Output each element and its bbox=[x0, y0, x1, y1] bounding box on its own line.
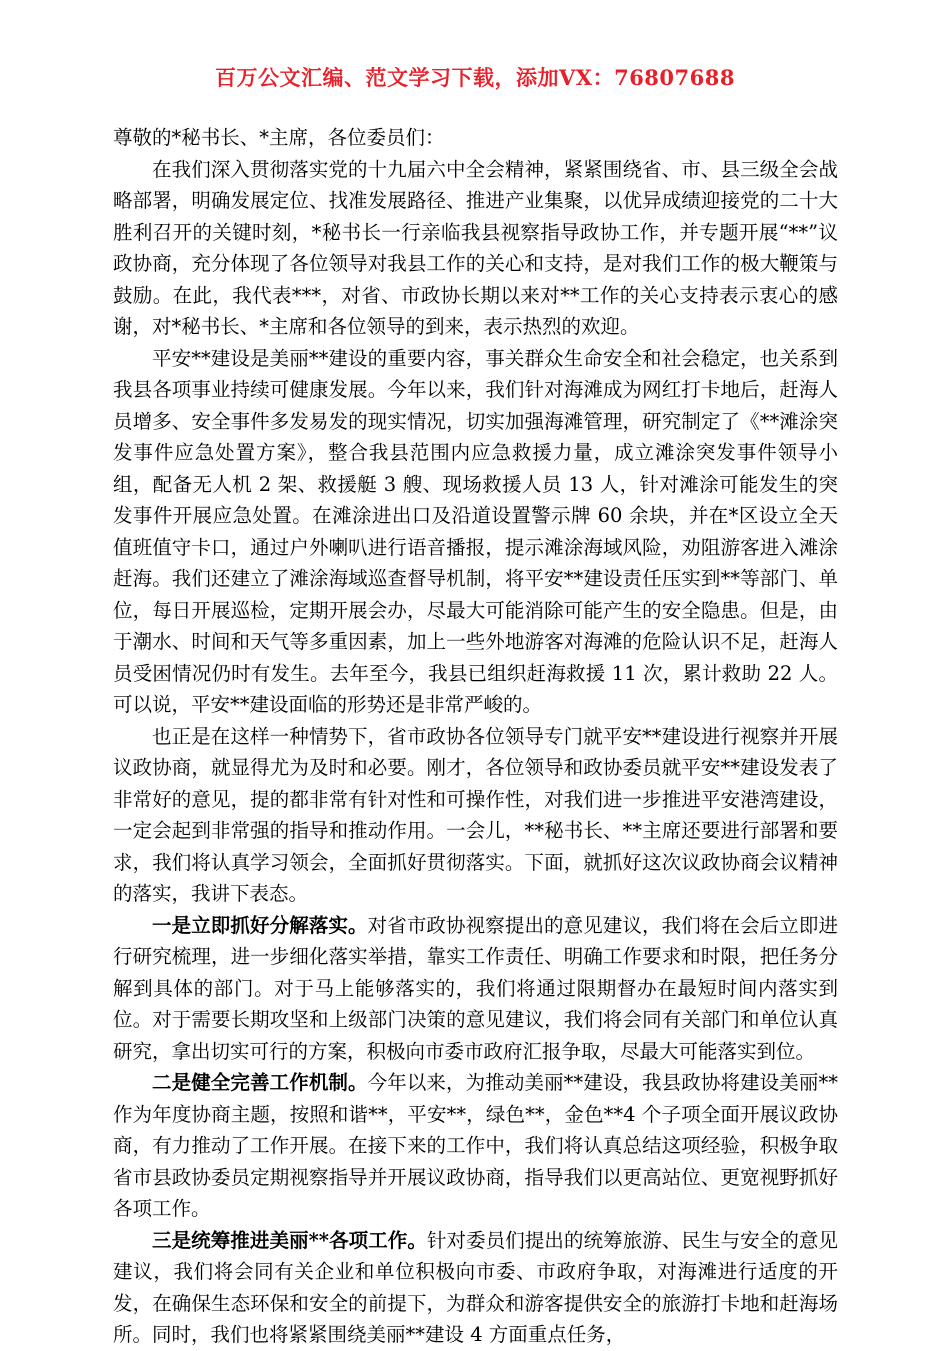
paragraph-3-text: 也正是在这样一种情势下，省市政协各位领导专门就平安**建设进行视察并开展议政协商，就显得尤为及时和必要。刚才，各位领导和政协委员就平安**建设发表了非常好的意见，提的都非常有针对性和可操作性，对我们进一步推进平安港湾建设，一定会起到非常强的指导和推动作用。一会儿，**秘书长、**主席还要进行部署和要求，我们将认真学习领会，全面抓好贯彻落实。下面，就抓好这次议政协商会议精神的落实，我讲下表态。 bbox=[113, 724, 838, 905]
paragraph-6-lead: 三是统筹推进美丽**各项工作。 bbox=[152, 1228, 427, 1252]
paragraph-4 bbox=[113, 910, 838, 1068]
paragraph-3 bbox=[113, 721, 838, 910]
paragraph-5-lead: 二是健全完善工作机制。 bbox=[152, 1071, 368, 1094]
paragraph-1 bbox=[113, 154, 838, 343]
paragraph-4-text: 对省市政协视察提出的意见建议，我们将在会后立即进行研究梳理，进一步细化落实举措，靠实工作责任、明确工作要求和时限，把任务分解到具体的部门。对于马上能够落实的，我们将通过限期督办在最短时间内落实到位。对于需要长期攻坚和上级部门决策的意见建议，我们将会同有关部门和单位认真研究，拿出切实可行的方案，积极向市委市政府汇报争取，尽最大可能落实到位。 bbox=[113, 913, 838, 1063]
paragraph-5 bbox=[113, 1067, 838, 1225]
paragraph-5-text: 今年以来，为推动美丽**建设，我县政协将建设美丽**作为年度协商主题，按照和谐**，平安**，绿色**，金色**4 个子项全面开展议政协商，有力推动了工作开展。在接下来的工作中，我们将认真总结这项经验，积极争取省市县政协委员定期视察指导并开展议政协商，指导我们以更高站位、更宽视野抓好各项工作。 bbox=[113, 1071, 838, 1220]
paragraph-6 bbox=[113, 1225, 838, 1351]
paragraph-2 bbox=[113, 343, 838, 721]
paragraph-6-text: 针对委员们提出的统筹旅游、民生与安全的意见建议，我们将会同有关企业和单位积极向市委、市政府争取，对海滩进行适度的开发，在确保生态环保和安全的前提下，为群众和游客提供安全的旅游打卡地和赶海场所。同时，我们也将紧紧围绕美丽**建设 4 方面重点任务， bbox=[113, 1228, 838, 1346]
paragraph-2-text: 平安**建设是美丽**建设的重要内容，事关群众生命安全和社会稳定，也关系到我县各项事业持续可健康发展。今年以来，我们针对海滩成为网红打卡地后，赶海人员增多、安全事件多发易发的现实情况，切实加强海滩管理，研究制定了《**滩涂突发事件应急处置方案》，整合我县范围内应急救援力量，成立滩涂突发事件领导小组，配备无人机 2 架、救援艇 3 艘、现场救援人员 13 人，针对滩涂可能发生的突发事件开展应急处置。在滩涂进出口及沿道设置警示牌 60 余块，并在*区设立全天值班值守卡口，通过户外喇叭进行语音播报，提示滩涂海域风险，劝阻游客进入滩涂赶海。我们还建立了滩涂海域巡查督导机制，将平安**建设责任压实到**等部门、单位，每日开展巡检，定期开展会办，尽最大可能消除可能产生的安全隐患。但是，由于潮水、时间和天气等多重因素，加上一些外地游客对海滩的危险认识不足，赶海人员受困情况仍时有发生。去年至今，我县已组织赶海救援 11 次，累计救助 22 人。可以说，平安**建设面临的形势还是非常严峻的。 bbox=[113, 346, 838, 716]
document-body bbox=[113, 122, 838, 1351]
promo-banner: 百万公文汇编、范文学习下载，添加VX：76807688 bbox=[215, 65, 735, 90]
paragraph-1-text: 在我们深入贯彻落实党的十九届六中全会精神，紧紧围绕省、市、县三级全会战略部署，明确发展定位、找准发展路径、推进产业集聚，以优异成绩迎接党的二十大胜利召开的关键时刻，*秘书长一行亲临我县视察指导政协工作，并专题开展“**”议政协商，充分体现了各位领导对我县工作的关心和支持，是对我们工作的极大鞭策与鼓励。在此，我代表***，对省、市政协长期以来对**工作的关心支持表示衷心的感谢，对*秘书长、*主席和各位领导的到来，表示热烈的欢迎。 bbox=[113, 157, 838, 338]
paragraph-4-lead: 一是立即抓好分解落实。 bbox=[152, 913, 368, 937]
salutation-line: 尊敬的*秘书长、*主席，各位委员们： bbox=[113, 126, 445, 149]
